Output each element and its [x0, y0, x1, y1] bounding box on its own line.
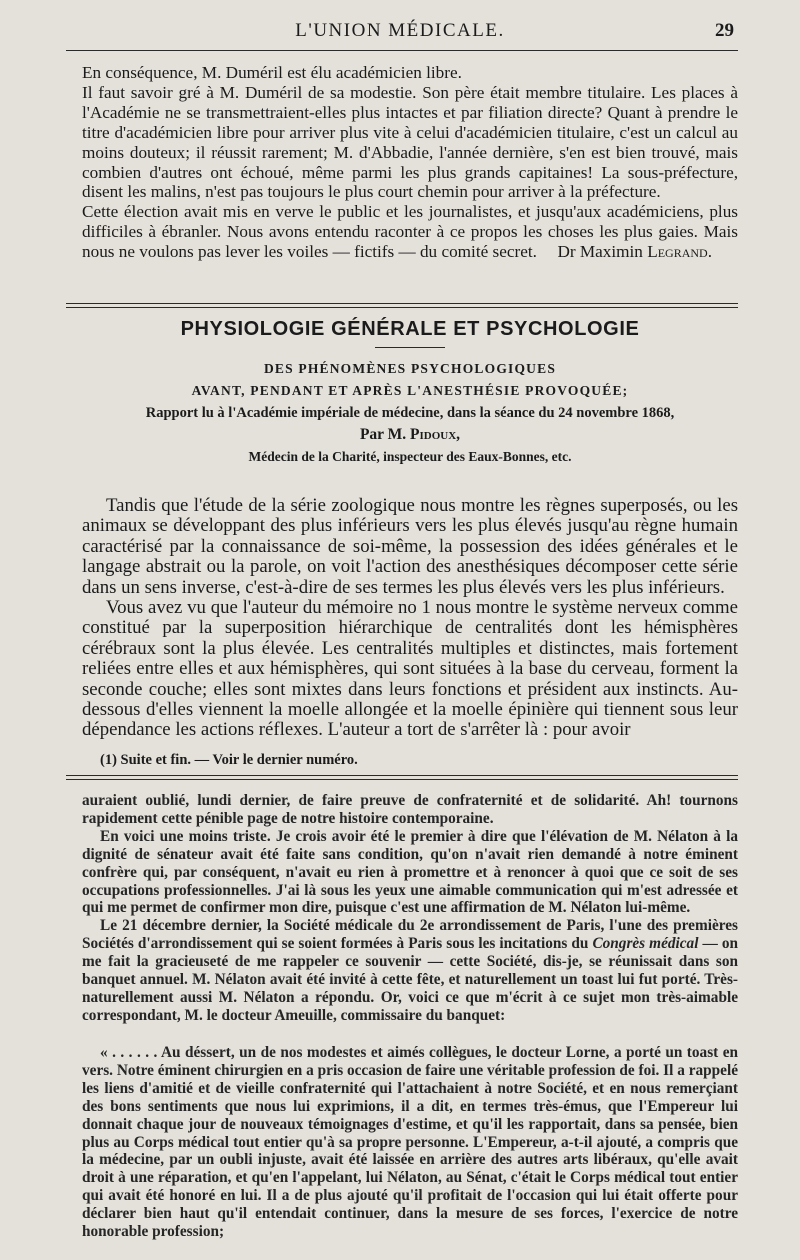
- section-heading: [82, 318, 738, 468]
- quoted-letter: [82, 1044, 738, 1241]
- feuilleton-rule-bottom: [66, 779, 738, 780]
- subtitle-1: DES PHÉNOMÈNES PSYCHOLOGIQUES: [263, 361, 557, 376]
- intro-paragraph-2: Il faut savoir gré à M. Duméril de sa modestie. Son père était membre titulaire. Les places à l'Académie ne se transmettraient-elles plus intactes et par filiation directe? Quant à prendre le titre d'académicien libre pour arriver plus vite à celui d'académicien titulaire, c'est un calcul au moins douteux; il réussit rarement; M. d'Abbadie, l'année dernière, s'en est bien trouvé, mais combien d'autres ont échoué, même parmi les plus grands capitaines! La sous-préfecture, disent les malins, n'est pas toujours le plus court chemin pour arriver à la préfecture.: [82, 82, 738, 202]
- feuilleton-paragraph-3: [82, 917, 738, 1024]
- section-rule-top: [66, 303, 738, 304]
- intro-paragraph-1: En conséquence, M. Duméril est élu académicien libre.: [82, 63, 462, 82]
- section-title: PHYSIOLOGIE GÉNÉRALE ET PSYCHOLOGIE: [180, 318, 640, 340]
- section-rule-bottom: [66, 307, 738, 308]
- intro-paragraph-3: Cette élection avait mis en verve le public et les journalistes, et jusqu'aux académiciens, plus difficiles à ébranler. Nous avons entendu raconter à ce propos les choses les plus gaies. Mais nous ne voulons pas lever les voiles — fictifs — du comité secret.: [82, 202, 738, 262]
- footnote: (1) Suite et fin. — Voir le dernier numéro.: [100, 752, 358, 768]
- body-paragraph-2: Vous avez vu que l'auteur du mémoire no 1 nous montre le système nerveux comme constitué par la superposition hiérarchique de centralités dont les hémisphères cérébraux sont la plus élevée. Les centralités multiples et distinctes, mais fortement reliées entre elles et aux hémisphères, qui sont situées à la base du cerveau, forment la seconde couche; elles sont mixtes dans leurs fonctions et président aux instincts. Au-dessous d'elles viennent la moelle allongée et la moelle épinière qui tiennent sous leur dépendance les actions réflexes. L'auteur a tort de s'arrêter là : pour avoir: [82, 597, 738, 741]
- subtitle-2: AVANT, PENDANT ET APRÈS L'ANESTHÉSIE PROVOQUÉE;: [191, 383, 629, 398]
- feuilleton-p3-end: — on me fait la gracieuseté de me rappeler ce souvenir — cette Société, dis-je, se réunissait dans son banquet annuel. M. Nélaton avait été invité à cette fête, et naturellement un toast lui fut porté. Très-naturellement aussi M. Nélaton a répondu. Or, voici ce que m'écrit à ce sujet mon très-aimable correspondant, M. le docteur Ameuille, commissaire du banquet:: [82, 935, 738, 1024]
- author-line: [82, 424, 738, 446]
- report-line: Rapport lu à l'Académie impériale de médecine, dans la séance du 24 novembre 1868,: [145, 405, 675, 421]
- signature-name: Legrand.: [647, 242, 712, 262]
- feuilleton-paragraph-2: En voici une moins triste. Je crois avoir été le premier à dire que l'élévation de M. Nélaton à la dignité de sénateur avait été faite sans condition, qu'on n'avait rien demandé à notre éminent confrère qui, par conséquent, n'avait eu rien à promettre et à renoncer à quoi que ce soit de ses occupations professionnelles. J'ai là sous les yeux une aimable communication qui m'est adressée et qui me permet de confirmer mon dire, puisque c'est une affirmation de M. Nélaton lui-même.: [82, 827, 738, 917]
- congres-medical: Congrès médical: [592, 935, 699, 953]
- author-name: Pidoux,: [410, 426, 461, 443]
- author-prefix: Par M.: [359, 426, 411, 443]
- body-paragraph-1: Tandis que l'étude de la série zoologique nous montre les règnes superposés, ou les animaux se développant des plus inférieurs vers les plus élevés jusqu'au règne humain caractérisé par la connaissance de soi-même, la possession des idées générales et le langage abstrait ou la parole, on voit l'action des anesthésiques décomposer cette série dans un sens inverse, c'est-à-dire de ses termes les plus élevés vers les plus inférieurs.: [82, 495, 738, 598]
- header-rule: [66, 50, 738, 51]
- feuilleton-rule-top: [66, 775, 738, 776]
- article-body: [82, 496, 738, 741]
- running-title: L'UNION MÉDICALE.: [295, 20, 505, 41]
- feuilleton-p3-start: Le 21 décembre dernier, la Société médicale du 2e arrondissement de Paris, l'une des premières Sociétés d'arrondissement qui se soient formées à Paris sous les incitations du: [82, 917, 738, 953]
- signature-prefix: Dr Maximin: [557, 242, 648, 262]
- quote-paragraph: « . . . . . . Au déssert, un de nos modestes et aimés collègues, le docteur Lorne, a porté un toast en vers. Notre éminent chirurgien en a pris occasion de faire une véritable profession de foi. Il a rappelé les liens d'amitié et de vieille confraternité qui l'attachaient à notre Société, et en nous remerçiant des bons sentiments que nous lui exprimions, il a dit, en termes très-émus, que l'Empereur lui donnait chaque jour de nouveaux témoignages d'estime, et qu'il les rapportait, dans sa pensée, bien plus au Corps médical tout entier qu'à sa propre personne. L'Empereur, a-t-il ajouté, a compris que la médecine, par un oubli injuste, avait été laissée en arrière des autres arts libéraux, qu'elle avait droit à une réparation, et qu'en l'appelant, lui Nélaton, au Sénat, c'était le Corps médical tout entier qui avait été honoré en lui. Il a de plus ajouté qu'il profitait de l'occasion qui lui était offerte pour déclarer bien haut qu'il entendait continuer, dans la mesure de ses forces, l'exercice de notre honorable profession;: [82, 1044, 738, 1241]
- title-underline: [375, 347, 445, 348]
- affiliation: Médecin de la Charité, inspecteur des Eaux-Bonnes, etc.: [248, 449, 572, 464]
- page-header: [0, 14, 800, 50]
- feuilleton-paragraph-1: auraient oublié, lundi dernier, de faire preuve de confraternité et de solidarité. Ah! tournons rapidement cette pénible page de notre histoire contemporaine.: [82, 792, 738, 827]
- feuilleton: [82, 792, 738, 1025]
- intro-article: [82, 63, 738, 262]
- page-number: 29: [715, 20, 734, 41]
